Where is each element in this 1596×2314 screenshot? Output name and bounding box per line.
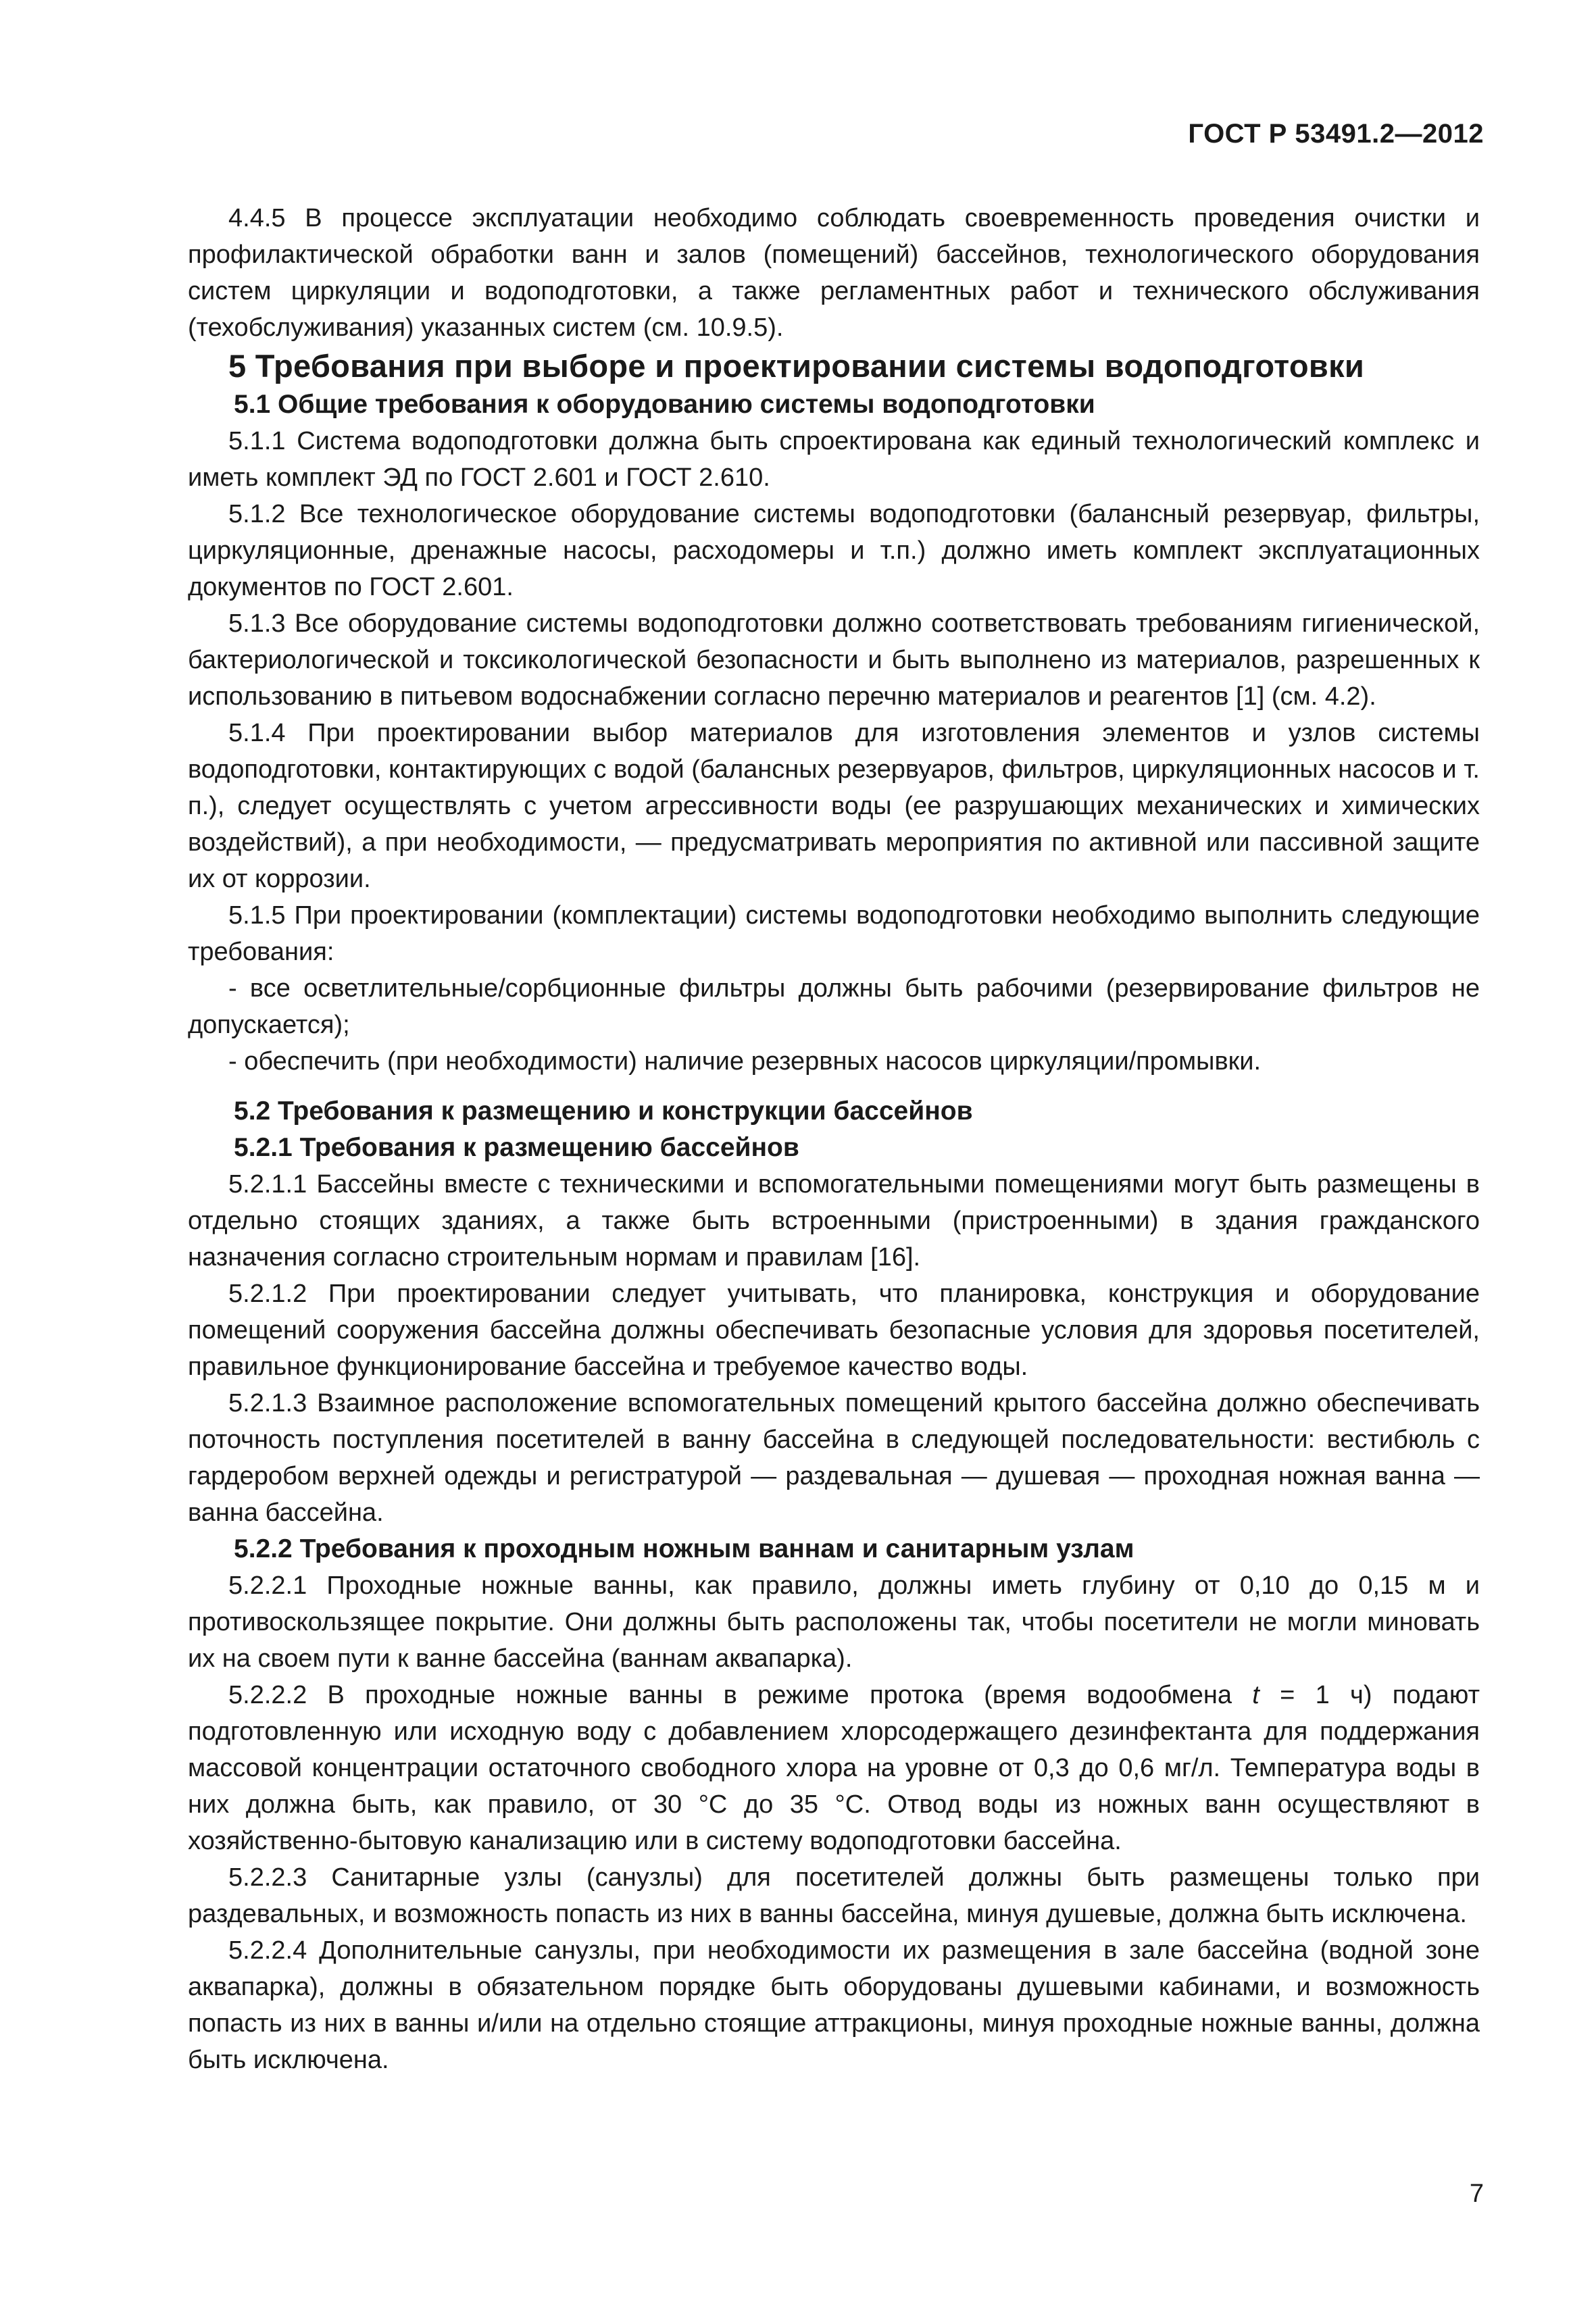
document-id-header: ГОСТ Р 53491.2—2012 — [1188, 119, 1484, 149]
paragraph-5-1-2: 5.1.2 Все технологическое оборудование системы водоподготовки (балансный резервуар, фильтры, циркуляционные, дренажные насосы, расходомеры и т.п.) должно иметь комплект эксплуатационных документов по ГОСТ 2.601. — [188, 500, 1480, 601]
time-variable: t — [1252, 1681, 1260, 1709]
paragraph-5-2-1-2: 5.2.1.2 При проектировании следует учитывать, что планировка, конструкция и оборудование помещений сооружения бассейна должны обеспечивать безопасные условия для здоровья посетителей, правильное функционирование бассейна и требуемое качество воды. — [188, 1280, 1480, 1381]
paragraph-5-2-2-2-end: = 1 ч) подают подготовленную или исходную воду с добавлением хлорсодержащего дезинфектанта для поддержания массовой концентрации остаточного свободного хлора на уровне от 0,3 до 0,6 мг/л. Температура воды в них должна быть, как правило, от 30 °С до 35 °С. Отвод воды из ножных ванн осуществляют в хозяйственно-бытовую канализацию или в систему водоподготовки бассейна. — [188, 1681, 1480, 1855]
paragraph-5-2-1-3: 5.2.1.3 Взаимное расположение вспомогательных помещений крытого бассейна должно обеспечивать поточность поступления посетителей в ванну бассейна в следующей последовательности: вестибюль с гардеробом верхней одежды и регистратурой — раздевальная — душевая — проходная ножная ванна — ванна бассейна. — [188, 1389, 1480, 1527]
paragraph-5-1-1: 5.1.1 Система водоподготовки должна быть спроектирована как единый технологический комплекс и иметь комплект ЭД по ГОСТ 2.601 и ГОСТ 2.610. — [188, 427, 1480, 492]
section-5-1-heading: 5.1 Общие требования к оборудованию системы водоподготовки — [234, 390, 1095, 419]
paragraph-5-1-4: 5.1.4 При проектировании выбор материалов для изготовления элементов и узлов системы водоподготовки, контактирующих с водой (балансных резервуаров, фильтров, циркуляционных насосов и т. п.), следует осуществлять с учетом агрессивности воды (ее разрушающих механических и химических воздействий), а при необходимости, — предусматривать мероприятия по активной или пассивной защите их от коррозии. — [188, 719, 1480, 893]
paragraph-5-2-2-1: 5.2.2.1 Проходные ножные ванны, как правило, должны иметь глубину от 0,10 до 0,15 м и противоскользящее покрытие. Они должны быть расположены так, чтобы посетители не могли миновать их на своем пути к ванне бассейна (ваннам аквапарка). — [188, 1571, 1480, 1673]
paragraph-5-2-2-2 — [188, 1677, 1480, 1859]
page-content — [188, 200, 1480, 2078]
page-number: 7 — [1469, 2180, 1484, 2208]
paragraph-5-1-5: 5.1.5 При проектировании (комплектации) системы водоподготовки необходимо выполнить следующие требования: — [188, 901, 1480, 966]
paragraph-5-2-1-1: 5.2.1.1 Бассейны вместе с техническими и вспомогательными помещениями могут быть размещены в отдельно стоящих зданиях, а также быть встроенными (пристроенными) в здания гражданского назначения согласно строительным нормам и правилам [16]. — [188, 1170, 1480, 1272]
list-item-filters: - все осветлительные/сорбционные фильтры должны быть рабочими (резервирование фильтров не допускается); — [188, 974, 1480, 1039]
list-item-pumps: - обеспечить (при необходимости) наличие резервных насосов циркуляции/промывки. — [228, 1047, 1262, 1076]
paragraph-5-2-2-3: 5.2.2.3 Санитарные узлы (санузлы) для посетителей должны быть размещены только при раздевальных, и возможность попасть из них в ванны бассейна, минуя душевые, должна быть исключена. — [188, 1863, 1480, 1928]
section-5-2-2-heading: 5.2.2 Требования к проходным ножным ваннам и санитарным узлам — [234, 1534, 1134, 1563]
paragraph-5-2-2-4: 5.2.2.4 Дополнительные санузлы, при необходимости их размещения в зале бассейна (водной зоне аквапарка), должны в обязательном порядке быть оборудованы душевыми кабинами, и возможность попасть из них в ванны и/или на отдельно стоящие аттракционы, минуя проходные ножные ванны, должна быть исключена. — [188, 1936, 1480, 2074]
paragraph-5-2-2-2-start: 5.2.2.2 В проходные ножные ванны в режиме протока (время водообмена — [228, 1681, 1253, 1709]
paragraph-4-4-5: 4.4.5 В процессе эксплуатации необходимо соблюдать своевременность проведения очистки и профилактической обработки ванн и залов (помещений) бассейнов, технологического оборудования систем циркуляции и водоподготовки, а также регламентных работ и технического обслуживания (техобслуживания) указанных систем (см. 10.9.5). — [188, 204, 1480, 342]
section-5-2-heading: 5.2 Требования к размещению и конструкции бассейнов — [234, 1097, 973, 1126]
paragraph-5-1-3: 5.1.3 Все оборудование системы водоподготовки должно соответствовать требованиям гигиенической, бактериологической и токсикологической безопасности и быть выполнено из материалов, разрешенных к использованию в питьевом водоснабжении согласно перечню материалов и реагентов [1] (см. 4.2). — [188, 609, 1480, 711]
section-5-2-1-heading: 5.2.1 Требования к размещению бассейнов — [234, 1133, 799, 1162]
section-5-heading: 5 Требования при выборе и проектировании системы водоподготовки — [228, 348, 1365, 384]
